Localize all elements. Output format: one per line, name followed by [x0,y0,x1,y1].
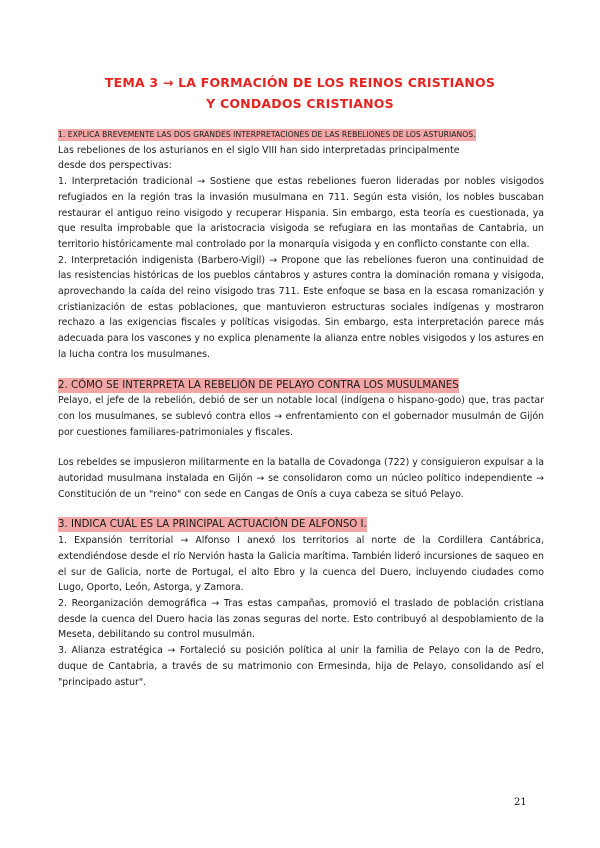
q2-paragraph-2: Los rebeldes se impusieron militarmente en la batalla de Covadonga (722) y consiguieron expulsar a la autoridad musulmana instalada en Gijón → se consolidaron como un núcleo político independiente → Constitución de un "reino" con sede en Cangas de Onís a cuya cabeza se situó Pelayo. [58,457,544,500]
q2-paragraph-1: Pelayo, el jefe de la rebelión, debió de ser un notable local (indígena o hispano-godo) que, tras pactar con los musulmanes, se sublevó contra ellos → enfrentamiento con el gobernador musulmán de Gijón por cuestiones familiares-patrimoniales y fiscales. [58,395,544,438]
page-title-line1: TEMA 3 → LA FORMACIÓN DE LOS REINOS CRISTIANOS [104,75,496,90]
q3-paragraph-alliance: 3. Alianza estratégica → Fortaleció su posición política al unir la familia de Pelayo con la de Pedro, duque de Cantabria, a través de su matrimonio con Ermesinda, hija de Pelayo, consolidando así el "principado astur". [58,645,544,688]
page-number: 21 [514,797,527,808]
document-body [58,127,544,690]
q3-paragraph-expansion: 1. Expansión territorial → Alfonso I anexó los territorios al norte de la Cordillera Cantábrica, extendiéndose desde el río Nervión hasta la Galicia marítima. También lideró incursiones de saqueo en el sur de Galicia, norte de Portugal, el alto Ebro y la cuenca del Duero, incluyendo ciudades como Lugo, Oporto, León, Astorga, y Zamora. [58,535,544,594]
q3-paragraph-reorganization: 2. Reorganización demográfica → Tras estas campañas, promovió el traslado de población cristiana desde la cuenca del Duero hacia las zonas seguras del norte. Esto contribuyó al despoblamiento de la Meseta, debilitando su control musulmán. [58,597,544,641]
q1-paragraph-indigenist: 2. Interpretación indigenista (Barbero-Vigil) → Propone que las rebeliones fueron una continuidad de las resistencias históricas de los pueblos cántabros y astures contra la dominación romana y visigoda, aprovechando la caída del reino visigodo tras 711. Este enfoque se basa en la escasa romanización y cristianización de estas poblaciones, que mantuvieron estructuras sociales indígenas y mostraron rechazo a las exigencias fiscales y políticas visigodas. Sin embargo, esta interpretación parece más adecuada para los vascones y no explica plenamente la alianza entre nobles visigodos y los astures en la lucha contra los musulmanes. [58,254,544,360]
q1-intro-line1: Las rebeliones de los asturianos en el siglo VIII han sido interpretadas principalmente [58,144,460,156]
question-2-heading: 2. CÓMO SE INTERPRETA LA REBELIÓN DE PELAYO CONTRA LOS MUSULMANES [58,379,459,391]
q1-intro-line2: desde dos perspectivas: [58,160,172,172]
question-3-heading: 3. INDICA CUÁL ES LA PRINCIPAL ACTUACIÓN DE ALFONSO I. [58,519,367,531]
page-title-line2: Y CONDADOS CRISTIANOS [206,96,394,111]
q1-paragraph-traditional: 1. Interpretación tradicional → Sostiene que estas rebeliones fueron lideradas por nobles visigodos refugiados en la región tras la invasión musulmana en 711. Según esta visión, los nobles buscaban restaurar el antiguo reino visigodo y recuperar Hispania. Sin embargo, esta teoría es cuestionada, ya que resulta improbable que la aristocracia visigoda se refugiara en las montañas de Cantabria, un territorio históricamente mal controlado por la monarquía visigoda y en conflicto constante con ella. [58,176,544,250]
question-1-heading: 1. EXPLICA BREVEMENTE LAS DOS GRANDES INTERPRETACIONES DE LAS REBELIONES DE LOS ASTURIANOS. [58,130,476,139]
